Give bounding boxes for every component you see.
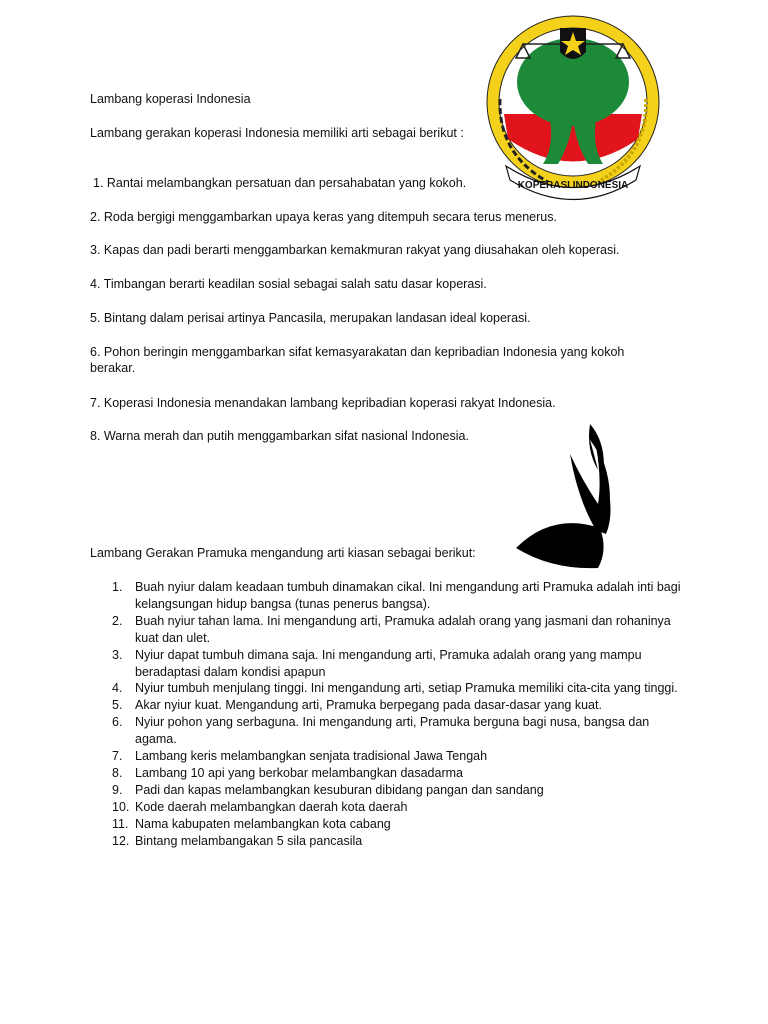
list-text: Nyiur tumbuh menjulang tinggi. Ini mengandung arti, setiap Pramuka memiliki cita-cita yang tinggi. xyxy=(135,681,678,696)
koperasi-title: Lambang koperasi Indonesia xyxy=(90,92,251,106)
list-number: 12. xyxy=(112,833,130,848)
list-number: 11. xyxy=(112,816,129,831)
koperasi-point-8: 8. Warna merah dan putih menggambarkan sifat nasional Indonesia. xyxy=(90,429,469,443)
list-number: 7. xyxy=(112,749,123,764)
koperasi-point-2: 2. Roda bergigi menggambarkan upaya keras yang ditempuh secara terus menerus. xyxy=(90,210,557,224)
list-number: 8. xyxy=(112,765,123,780)
koperasi-indonesia-logo xyxy=(478,4,668,204)
koperasi-point-1: 1. Rantai melambangkan persatuan dan persahabatan yang kokoh. xyxy=(93,176,467,190)
list-text: Akar nyiur kuat. Mengandung arti, Pramuka berpegang pada dasar-dasar yang kuat. xyxy=(135,698,602,713)
koperasi-point-7: 7. Koperasi Indonesia menandakan lambang kepribadian koperasi rakyat Indonesia. xyxy=(90,396,556,410)
list-item xyxy=(90,579,690,613)
list-text: Nyiur pohon yang serbaguna. Ini mengandung arti, Pramuka berguna bagi nusa, bangsa dan agama. xyxy=(135,715,650,747)
koperasi-point-3: 3. Kapas dan padi berarti menggambarkan kemakmuran rakyat yang diusahakan oleh koperasi. xyxy=(90,243,620,257)
list-item xyxy=(90,782,690,799)
list-text: Nama kabupaten melambangkan kota cabang xyxy=(135,816,391,831)
list-number: 9. xyxy=(112,782,123,797)
list-text: Lambang 10 api yang berkobar melambangkan dasadarma xyxy=(135,765,463,780)
list-item xyxy=(90,833,690,850)
pramuka-intro: Lambang Gerakan Pramuka mengandung arti kiasan sebagai berikut: xyxy=(90,546,476,560)
koperasi-intro: Lambang gerakan koperasi Indonesia memiliki arti sebagai berikut : xyxy=(90,126,464,140)
list-item xyxy=(90,613,690,647)
koperasi-point-5: 5. Bintang dalam perisai artinya Pancasila, merupakan landasan ideal koperasi. xyxy=(90,311,531,325)
list-number: 10. xyxy=(112,799,130,814)
list-item xyxy=(90,748,690,765)
star-shield-icon xyxy=(560,28,586,59)
list-number: 1. xyxy=(112,580,123,594)
logo-banner-text: KOPERASI INDONESIA xyxy=(517,180,629,191)
pramuka-meaning-list xyxy=(90,579,690,850)
koperasi-point-6: 6. Pohon beringin menggambarkan sifat kemasyarakatan dan kepribadian Indonesia yang kokoh berakar. xyxy=(90,345,625,375)
koperasi-point-4: 4. Timbangan berarti keadilan sosial sebagai salah satu dasar koperasi. xyxy=(90,277,487,291)
koperasi-logo-graphic xyxy=(478,4,668,204)
list-item xyxy=(90,714,690,748)
list-item xyxy=(90,697,690,714)
list-text: Kode daerah melambangkan daerah kota daerah xyxy=(135,799,408,814)
list-number: 3. xyxy=(112,647,123,662)
list-number: 2. xyxy=(112,613,123,628)
list-text: Bintang melambangakan 5 sila pancasila xyxy=(135,833,363,848)
list-item xyxy=(90,765,690,782)
list-item xyxy=(90,816,690,833)
pramuka-tunas-kelapa-logo xyxy=(512,420,622,570)
list-item xyxy=(90,680,690,697)
list-item xyxy=(90,647,690,681)
list-text: Nyiur dapat tumbuh dimana saja. Ini mengandung arti, Pramuka adalah orang yang mampu beradaptasi dalam kondisi apapun xyxy=(135,647,642,679)
list-number: 6. xyxy=(112,715,123,730)
coconut-sprout-icon xyxy=(512,420,622,570)
list-number: 4. xyxy=(112,681,123,696)
list-text: Buah nyiur dalam keadaan tumbuh dinamakan cikal. Ini mengandung arti Pramuka adalah inti bagi kelangsungan hidup bangsa (tunas penerus bangsa). xyxy=(135,580,681,611)
list-text: Padi dan kapas melambangkan kesuburan dibidang pangan dan sandang xyxy=(135,782,544,797)
list-text: Lambang keris melambangkan senjata tradisional Jawa Tengah xyxy=(135,749,488,764)
list-text: Buah nyiur tahan lama. Ini mengandung arti, Pramuka adalah orang yang jasmani dan rohaninya kuat dan ulet. xyxy=(135,613,671,645)
list-item xyxy=(90,799,690,816)
list-number: 5. xyxy=(112,698,123,713)
